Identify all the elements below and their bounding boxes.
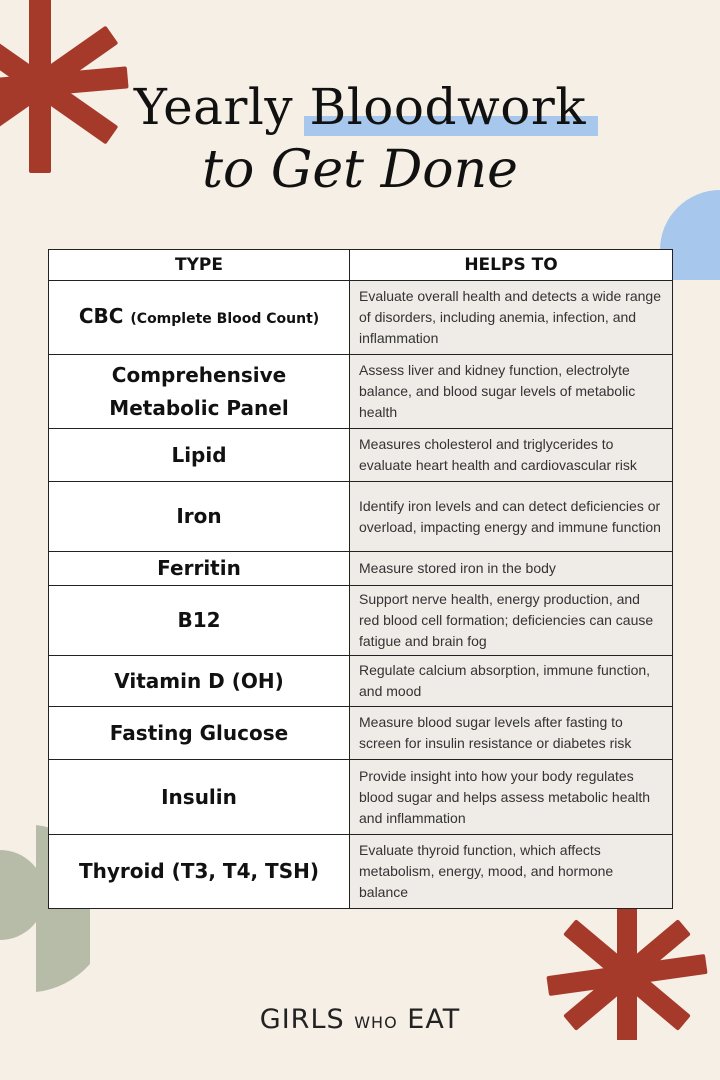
helps-cell: Support nerve health, energy production, and red blood cell formation; deficiencies can cause fatigue and brain fog: [350, 586, 673, 656]
table-row: [49, 760, 673, 835]
table-row: [49, 482, 673, 552]
type-cell: Comprehensive Metabolic Panel: [49, 355, 350, 429]
type-cell: Fasting Glucose: [49, 707, 350, 760]
brand-logo: [0, 1004, 720, 1035]
type-cell: Insulin: [49, 760, 350, 835]
table-row: [49, 281, 673, 355]
type-cell: Iron: [49, 482, 350, 552]
header-helps-to: HELPS TO: [350, 250, 673, 281]
title-highlight: [310, 78, 587, 136]
table-row: [49, 552, 673, 586]
table-row: [49, 429, 673, 482]
table-row: [49, 656, 673, 707]
type-cell: Lipid: [49, 429, 350, 482]
title-highlight-text: Bloodwork: [309, 78, 587, 136]
table-row: [49, 835, 673, 909]
helps-cell: Evaluate thyroid function, which affects metabolism, energy, mood, and hormone balance: [350, 835, 673, 909]
table-row: [49, 586, 673, 656]
bloodwork-table: [48, 249, 673, 909]
header-type: TYPE: [49, 250, 350, 281]
helps-cell: Measure blood sugar levels after fasting to screen for insulin resistance or diabetes risk: [350, 707, 673, 760]
brand-part-2: WHO: [354, 1013, 398, 1032]
title-prefix: Yearly: [133, 78, 310, 136]
brand-part-3: EAT: [407, 1004, 461, 1035]
helps-cell: Provide insight into how your body regulates blood sugar and helps assess metabolic health and inflammation: [350, 760, 673, 835]
helps-cell: Regulate calcium absorption, immune function, and mood: [350, 656, 673, 707]
helps-cell: Identify iron levels and can detect deficiencies or overload, impacting energy and immune function: [350, 482, 673, 552]
type-cell: Vitamin D (OH): [49, 656, 350, 707]
helps-cell: Evaluate overall health and detects a wide range of disorders, including anemia, infection, and inflammation: [350, 281, 673, 355]
type-cell: B12: [49, 586, 350, 656]
page-subtitle: to Get Done: [202, 140, 518, 200]
table-header-row: [49, 250, 673, 281]
table-row: [49, 355, 673, 429]
type-cell: Thyroid (T3, T4, TSH): [49, 835, 350, 909]
type-cell: Ferritin: [49, 552, 350, 586]
helps-cell: Measure stored iron in the body: [350, 552, 673, 586]
helps-cell: Measures cholesterol and triglycerides to evaluate heart health and cardiovascular risk: [350, 429, 673, 482]
type-note: (Complete Blood Count): [130, 310, 320, 327]
brand-part-1: GIRLS: [259, 1004, 345, 1035]
table-row: [49, 707, 673, 760]
helps-cell: Assess liver and kidney function, electrolyte balance, and blood sugar levels of metabolic health: [350, 355, 673, 429]
type-name: CBC: [78, 303, 124, 328]
type-cell: [49, 281, 350, 355]
page-title: [0, 78, 720, 136]
